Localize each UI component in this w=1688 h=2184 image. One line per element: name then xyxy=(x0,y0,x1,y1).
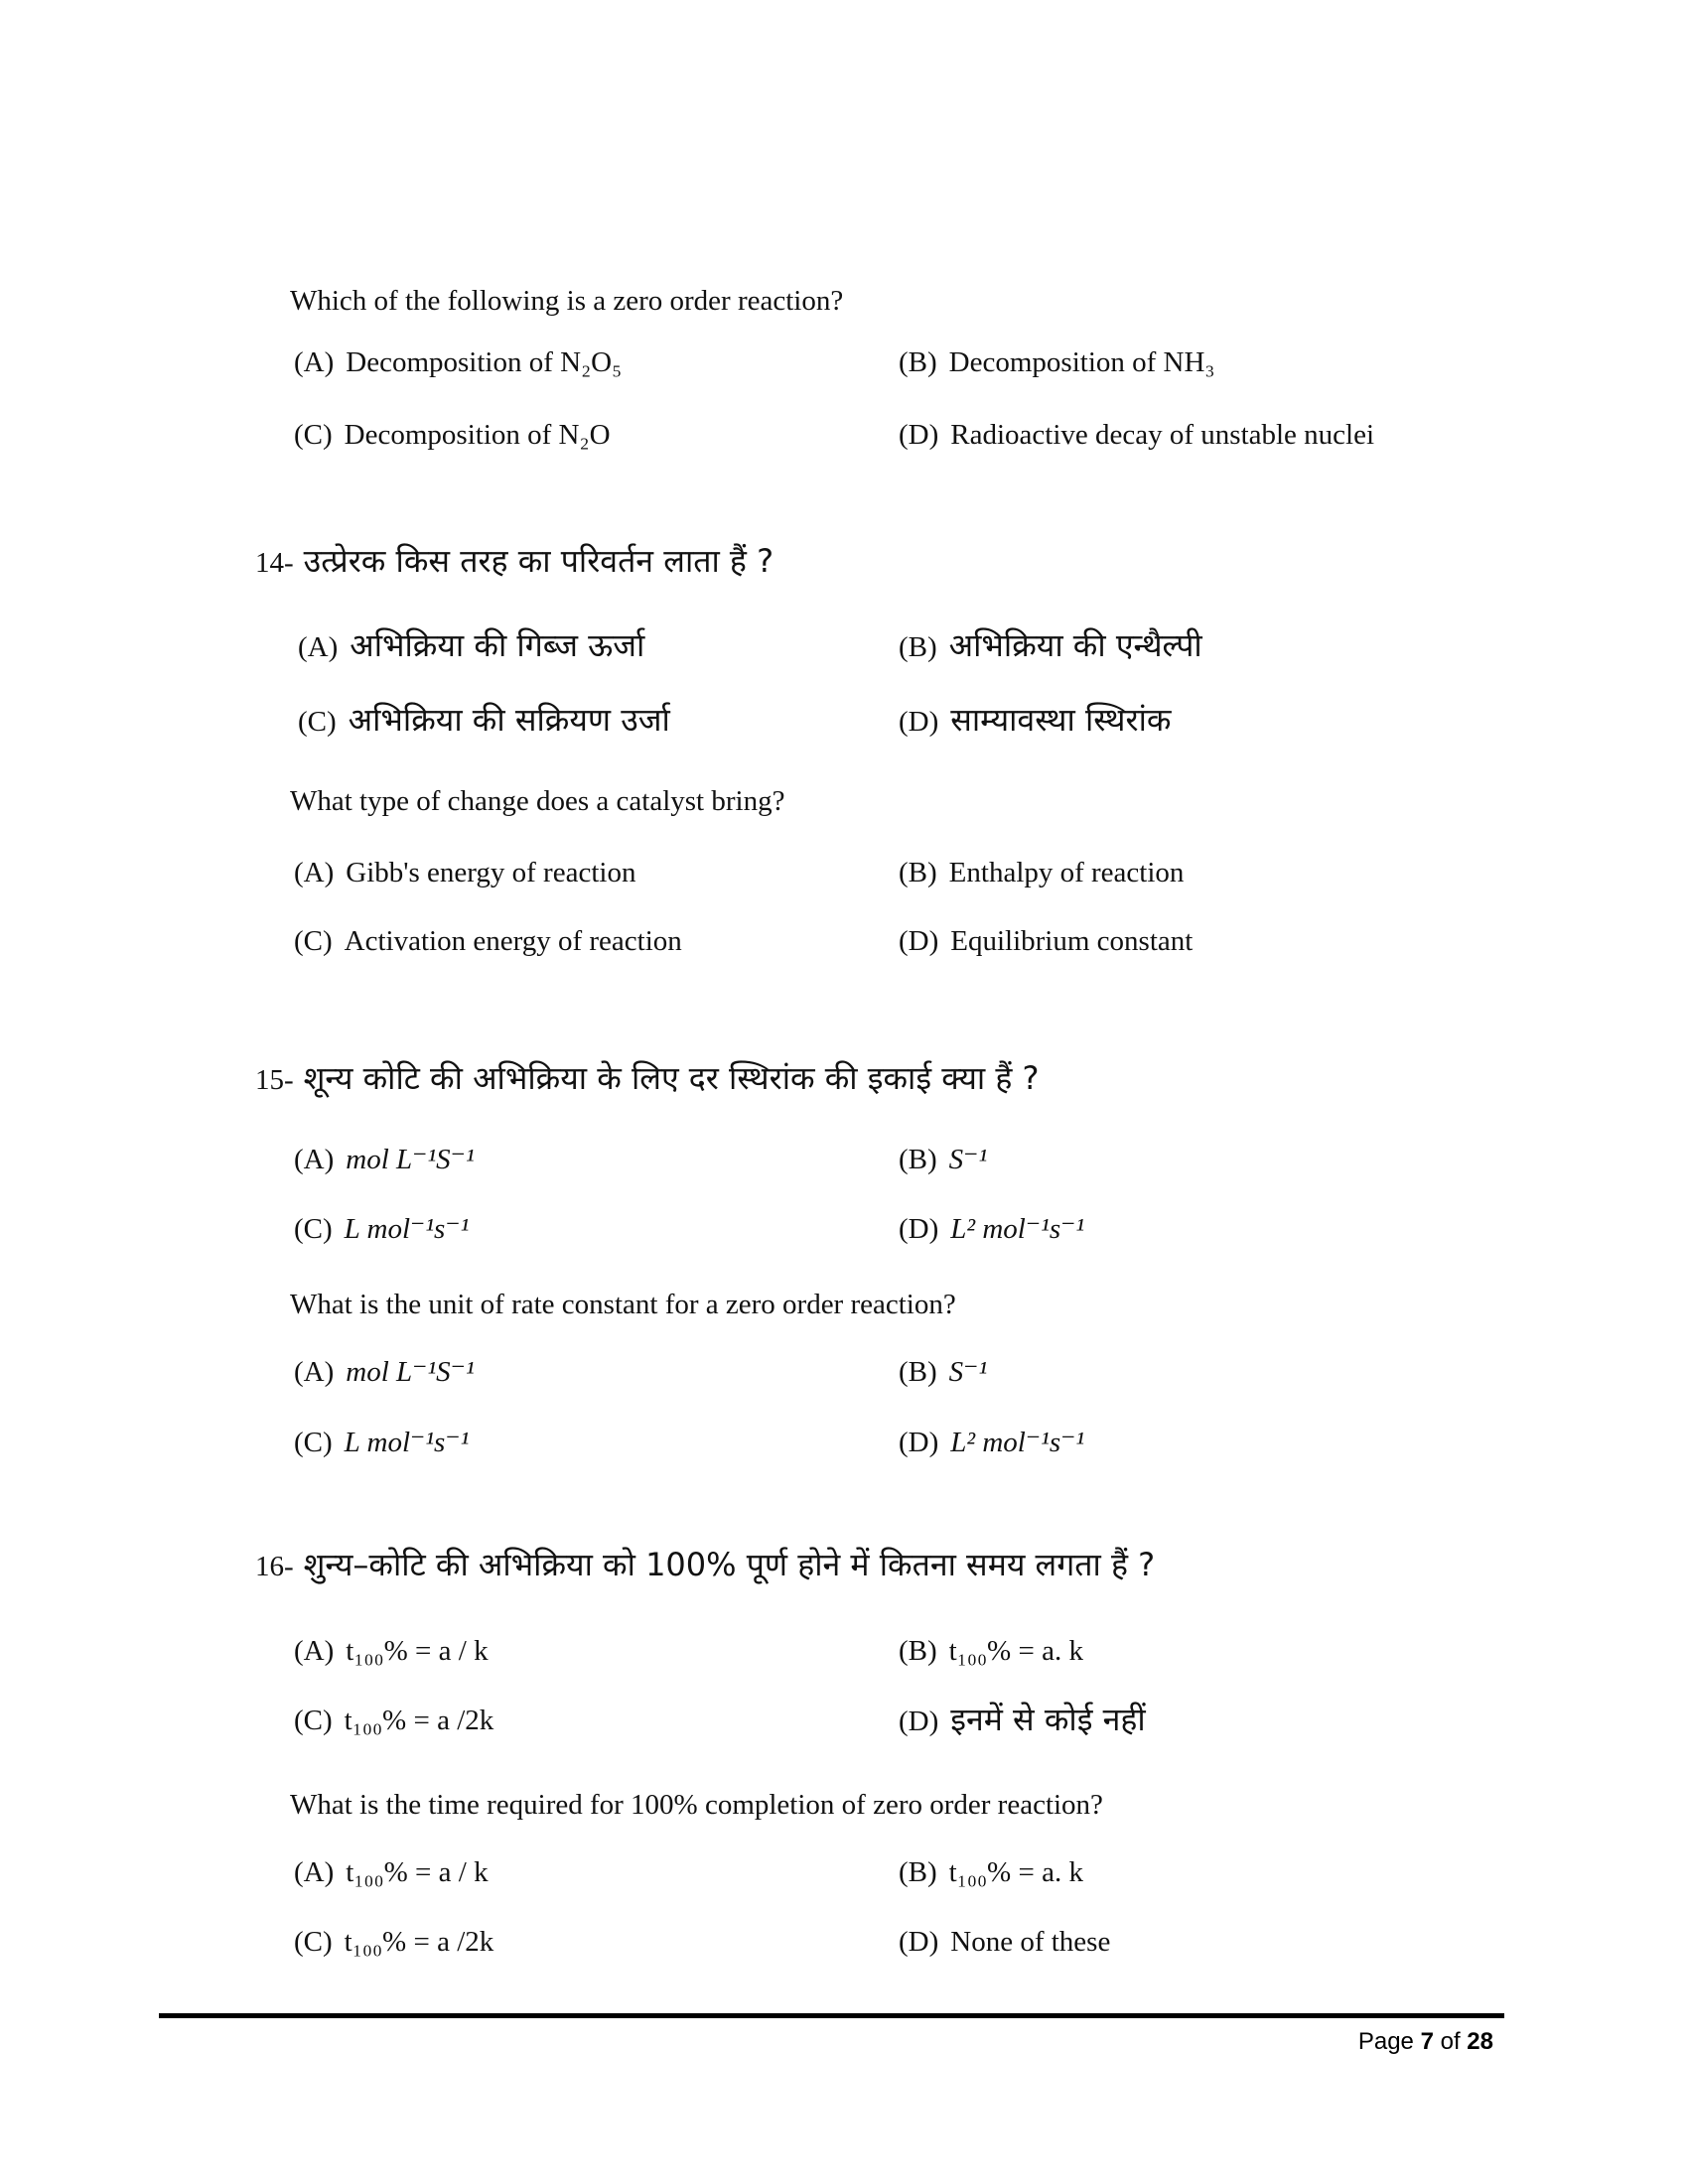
option-text: S⁻¹ xyxy=(948,1356,988,1388)
option-text: S⁻¹ xyxy=(948,1144,988,1175)
question-number: 16- xyxy=(255,1551,294,1582)
option-text: t₁₀₀% = a / k xyxy=(346,1635,489,1667)
option-label: (A) xyxy=(294,1856,335,1888)
option xyxy=(899,417,1374,453)
question-stem-english: What is the time required for 100% completion of zero order reaction? xyxy=(290,1789,1103,1821)
option-text: None of these xyxy=(950,1926,1111,1958)
option xyxy=(294,923,682,959)
option xyxy=(294,1854,489,1890)
stem-text: शुन्य–कोटि की अभिक्रिया को 100% पूर्ण होने में कितना समय लगता हैं ? xyxy=(303,1546,1156,1583)
option-label: (B) xyxy=(899,1144,937,1175)
option-text: Gibb's energy of reaction xyxy=(346,857,636,888)
option xyxy=(899,855,1184,890)
option-label: (A) xyxy=(294,1356,335,1388)
option-text: t₁₀₀% = a / k xyxy=(346,1856,489,1888)
option-label: (D) xyxy=(899,706,939,738)
option-text: t₁₀₀% = a /2k xyxy=(344,1705,494,1736)
option xyxy=(294,1633,489,1669)
option xyxy=(899,1924,1110,1960)
option-text: t₁₀₀% = a /2k xyxy=(344,1926,494,1958)
option-text: t₁₀₀% = a. k xyxy=(948,1635,1083,1667)
option-label: (B) xyxy=(899,857,937,888)
option-label: (A) xyxy=(294,1144,335,1175)
footer-divider xyxy=(159,2013,1504,2018)
option xyxy=(298,625,644,665)
option-label: (C) xyxy=(294,1213,333,1245)
option-text: L mol⁻¹s⁻¹ xyxy=(344,1427,470,1458)
option xyxy=(899,625,1202,665)
option xyxy=(298,700,670,740)
option-text: Equilibrium constant xyxy=(950,925,1194,957)
question-stem-english: Which of the following is a zero order reaction? xyxy=(290,285,844,317)
option xyxy=(294,1211,469,1247)
option-text: अभिक्रिया की गिब्ज ऊर्जा xyxy=(350,626,645,664)
option-text: Radioactive decay of unstable nuclei xyxy=(950,419,1375,451)
footer-prefix: Page xyxy=(1357,2028,1414,2055)
option-label: (C) xyxy=(294,925,333,957)
option xyxy=(899,1700,1146,1739)
question-number: 14- xyxy=(255,547,294,579)
option xyxy=(294,417,611,453)
footer-of: of xyxy=(1440,2028,1461,2055)
option-text: L mol⁻¹s⁻¹ xyxy=(344,1213,470,1245)
option-text: Enthalpy of reaction xyxy=(948,857,1185,888)
option-text: इनमें से कोई नहीं xyxy=(950,1701,1146,1738)
option xyxy=(294,344,622,380)
option xyxy=(294,855,635,890)
option-label: (C) xyxy=(298,706,337,738)
question-stem-hindi xyxy=(255,1058,1040,1098)
option xyxy=(899,700,1171,740)
option-text: अभिक्रिया की एन्थैल्पी xyxy=(948,626,1202,664)
option-label: (A) xyxy=(294,1635,335,1667)
stem-text: उत्प्रेरक किस तरह का परिवर्तन लाता हैं ? xyxy=(303,542,774,580)
option-text: अभिक्रिया की सक्रियण उर्जा xyxy=(348,701,670,739)
option xyxy=(294,1703,493,1738)
option-text: साम्यावस्था स्थिरांक xyxy=(950,701,1172,739)
option-label: (D) xyxy=(899,1213,939,1245)
option-text: Activation energy of reaction xyxy=(344,925,682,957)
option-text: L² mol⁻¹s⁻¹ xyxy=(950,1427,1085,1458)
option-label: (B) xyxy=(899,631,937,663)
option-label: (B) xyxy=(899,1635,937,1667)
option xyxy=(899,1854,1083,1890)
option-label: (D) xyxy=(899,1427,939,1458)
option-label: (D) xyxy=(899,419,939,451)
option-label: (B) xyxy=(899,1356,937,1388)
question-number: 15- xyxy=(255,1064,294,1096)
option xyxy=(899,1142,987,1177)
option-label: (A) xyxy=(298,631,339,663)
option-text: Decomposition of N₂O xyxy=(344,419,611,451)
option xyxy=(294,1924,493,1960)
option-text: Decomposition of NH₃ xyxy=(948,346,1215,378)
option-label: (C) xyxy=(294,1427,333,1458)
option-label: (A) xyxy=(294,346,335,378)
option xyxy=(294,1425,469,1460)
option-label: (D) xyxy=(899,925,939,957)
option-text: t₁₀₀% = a. k xyxy=(948,1856,1083,1888)
option xyxy=(899,1354,987,1390)
option xyxy=(899,923,1193,959)
total-pages: 28 xyxy=(1467,2028,1493,2055)
option-label: (D) xyxy=(899,1706,939,1737)
page-number: 7 xyxy=(1420,2028,1434,2055)
option-label: (C) xyxy=(294,419,333,451)
question-stem-english: What type of change does a catalyst bring? xyxy=(290,785,785,817)
option xyxy=(294,1354,475,1390)
option-text: mol L⁻¹S⁻¹ xyxy=(346,1356,475,1388)
option-label: (A) xyxy=(294,857,335,888)
option-label: (D) xyxy=(899,1926,939,1958)
option xyxy=(294,1142,475,1177)
option-label: (C) xyxy=(294,1926,333,1958)
question-stem-english: What is the unit of rate constant for a zero order reaction? xyxy=(290,1289,956,1320)
option xyxy=(899,1425,1084,1460)
page-footer xyxy=(1358,2027,1493,2057)
question-stem-hindi xyxy=(255,1545,1155,1584)
option xyxy=(899,344,1215,380)
option xyxy=(899,1633,1083,1669)
option-label: (B) xyxy=(899,346,937,378)
stem-text: शून्य कोटि की अभिक्रिया के लिए दर स्थिरांक की इकाई क्या हैं ? xyxy=(303,1059,1040,1097)
option-label: (C) xyxy=(294,1705,333,1736)
option-text: L² mol⁻¹s⁻¹ xyxy=(950,1213,1085,1245)
question-stem-hindi xyxy=(255,541,774,581)
option xyxy=(899,1211,1084,1247)
option-label: (B) xyxy=(899,1856,937,1888)
option-text: mol L⁻¹S⁻¹ xyxy=(346,1144,475,1175)
option-text: Decomposition of N₂O₅ xyxy=(346,346,623,378)
